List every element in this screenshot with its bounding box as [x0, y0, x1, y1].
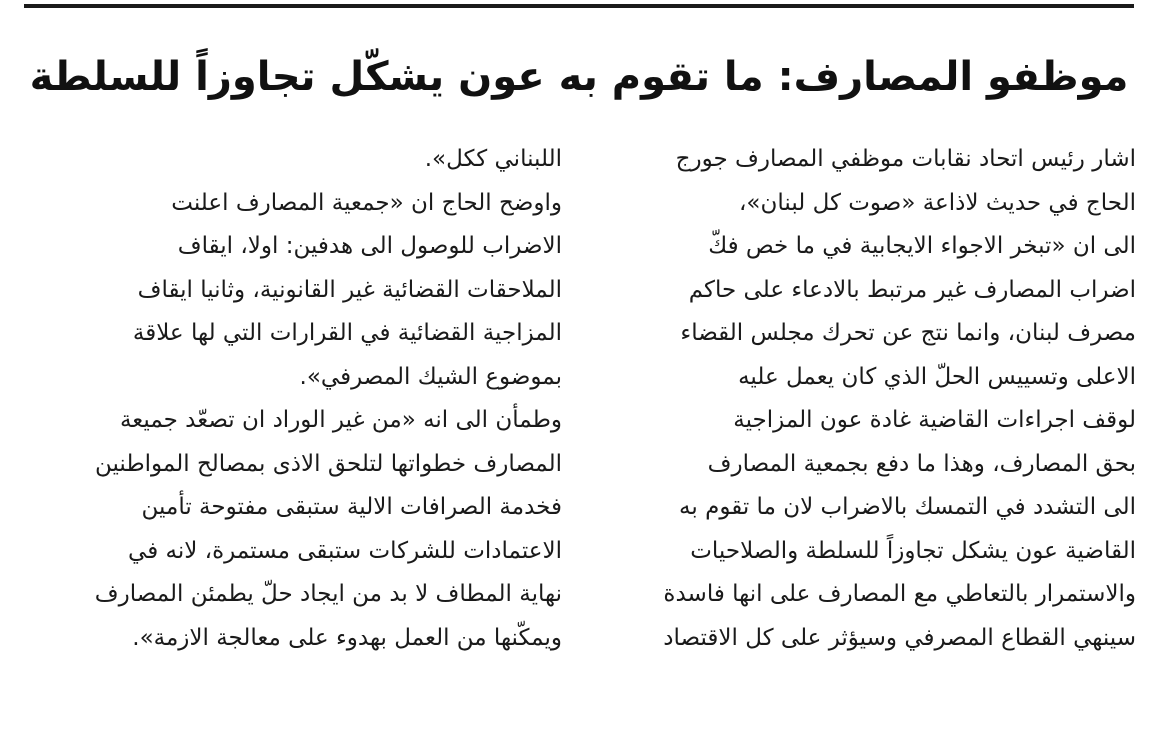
text-line: القاضية عون يشكل تجاوزاً للسلطة والصلاحيات	[690, 537, 1136, 564]
text-line: الاضراب للوصول الى هدفين: اولا، ايقاف	[177, 233, 562, 259]
text-line: وطمأن الى انه «من غير الوراد ان تصعّد جميعة	[119, 407, 562, 433]
top-rule	[24, 4, 1134, 8]
text-line: اضراب المصارف غير مرتبط بالادعاء على حاكم	[688, 276, 1136, 303]
text-line: لوقف اجراءات القاضية غادة عون المزاجية	[733, 407, 1136, 433]
text-line: الاعتمادات للشركات ستبقى مستمرة، لانه في	[128, 537, 562, 564]
text-line: المصارف خطواتها لتلحق الاذى بمصالح المواطنين	[94, 450, 562, 477]
text-line: سينهي القطاع المصرفي وسيؤثر على كل الاقتصاد	[663, 624, 1136, 651]
text-line: ويمكّنها من العمل بهدوء على معالجة الازمة».	[132, 624, 562, 651]
text-line: مصرف لبنان، وانما نتج عن تحرك مجلس القضاء	[680, 320, 1136, 346]
text-line: واوضح الحاج ان «جمعية المصارف اعلنت	[171, 189, 562, 216]
text-line: المزاجية القضائية في القرارات التي لها علاقة	[132, 320, 562, 346]
text-line: نهاية المطاف لا بد من ايجاد حلّ يطمئن المصارف	[94, 581, 562, 607]
text-line: الى التشدد في التمسك بالاضراب لان ما تقوم به	[679, 494, 1136, 520]
text-line: بحق المصارف، وهذا ما دفع بجمعية المصارف	[707, 450, 1136, 477]
article-column-right	[596, 138, 1136, 660]
text-line: فخدمة الصرافات الالية ستبقى مفتوحة تأمين	[141, 494, 562, 520]
article-column-left	[22, 138, 562, 660]
text-line: بموضوع الشيك المصرفي».	[299, 363, 562, 390]
text-line: اللبناني ككل».	[424, 146, 562, 172]
article-headline: موظفو المصارف: ما تقوم به عون يشكّل تجاوزاً للسلطة	[29, 54, 1129, 100]
text-line: والاستمرار بالتعاطي مع المصارف على انها فاسدة	[663, 581, 1136, 607]
text-line: الى ان «تبخر الاجواء الايجابية في ما خص فكّ	[708, 233, 1136, 259]
text-line: الاعلى وتسييس الحلّ الذي كان يعمل عليه	[738, 363, 1136, 390]
text-line: اشار رئيس اتحاد نقابات موظفي المصارف جورج	[675, 146, 1136, 172]
text-line: الحاج في حديث لاذاعة «صوت كل لبنان»،	[739, 189, 1136, 216]
text-line: الملاحقات القضائية غير القانونية، وثانيا ايقاف	[137, 276, 562, 303]
